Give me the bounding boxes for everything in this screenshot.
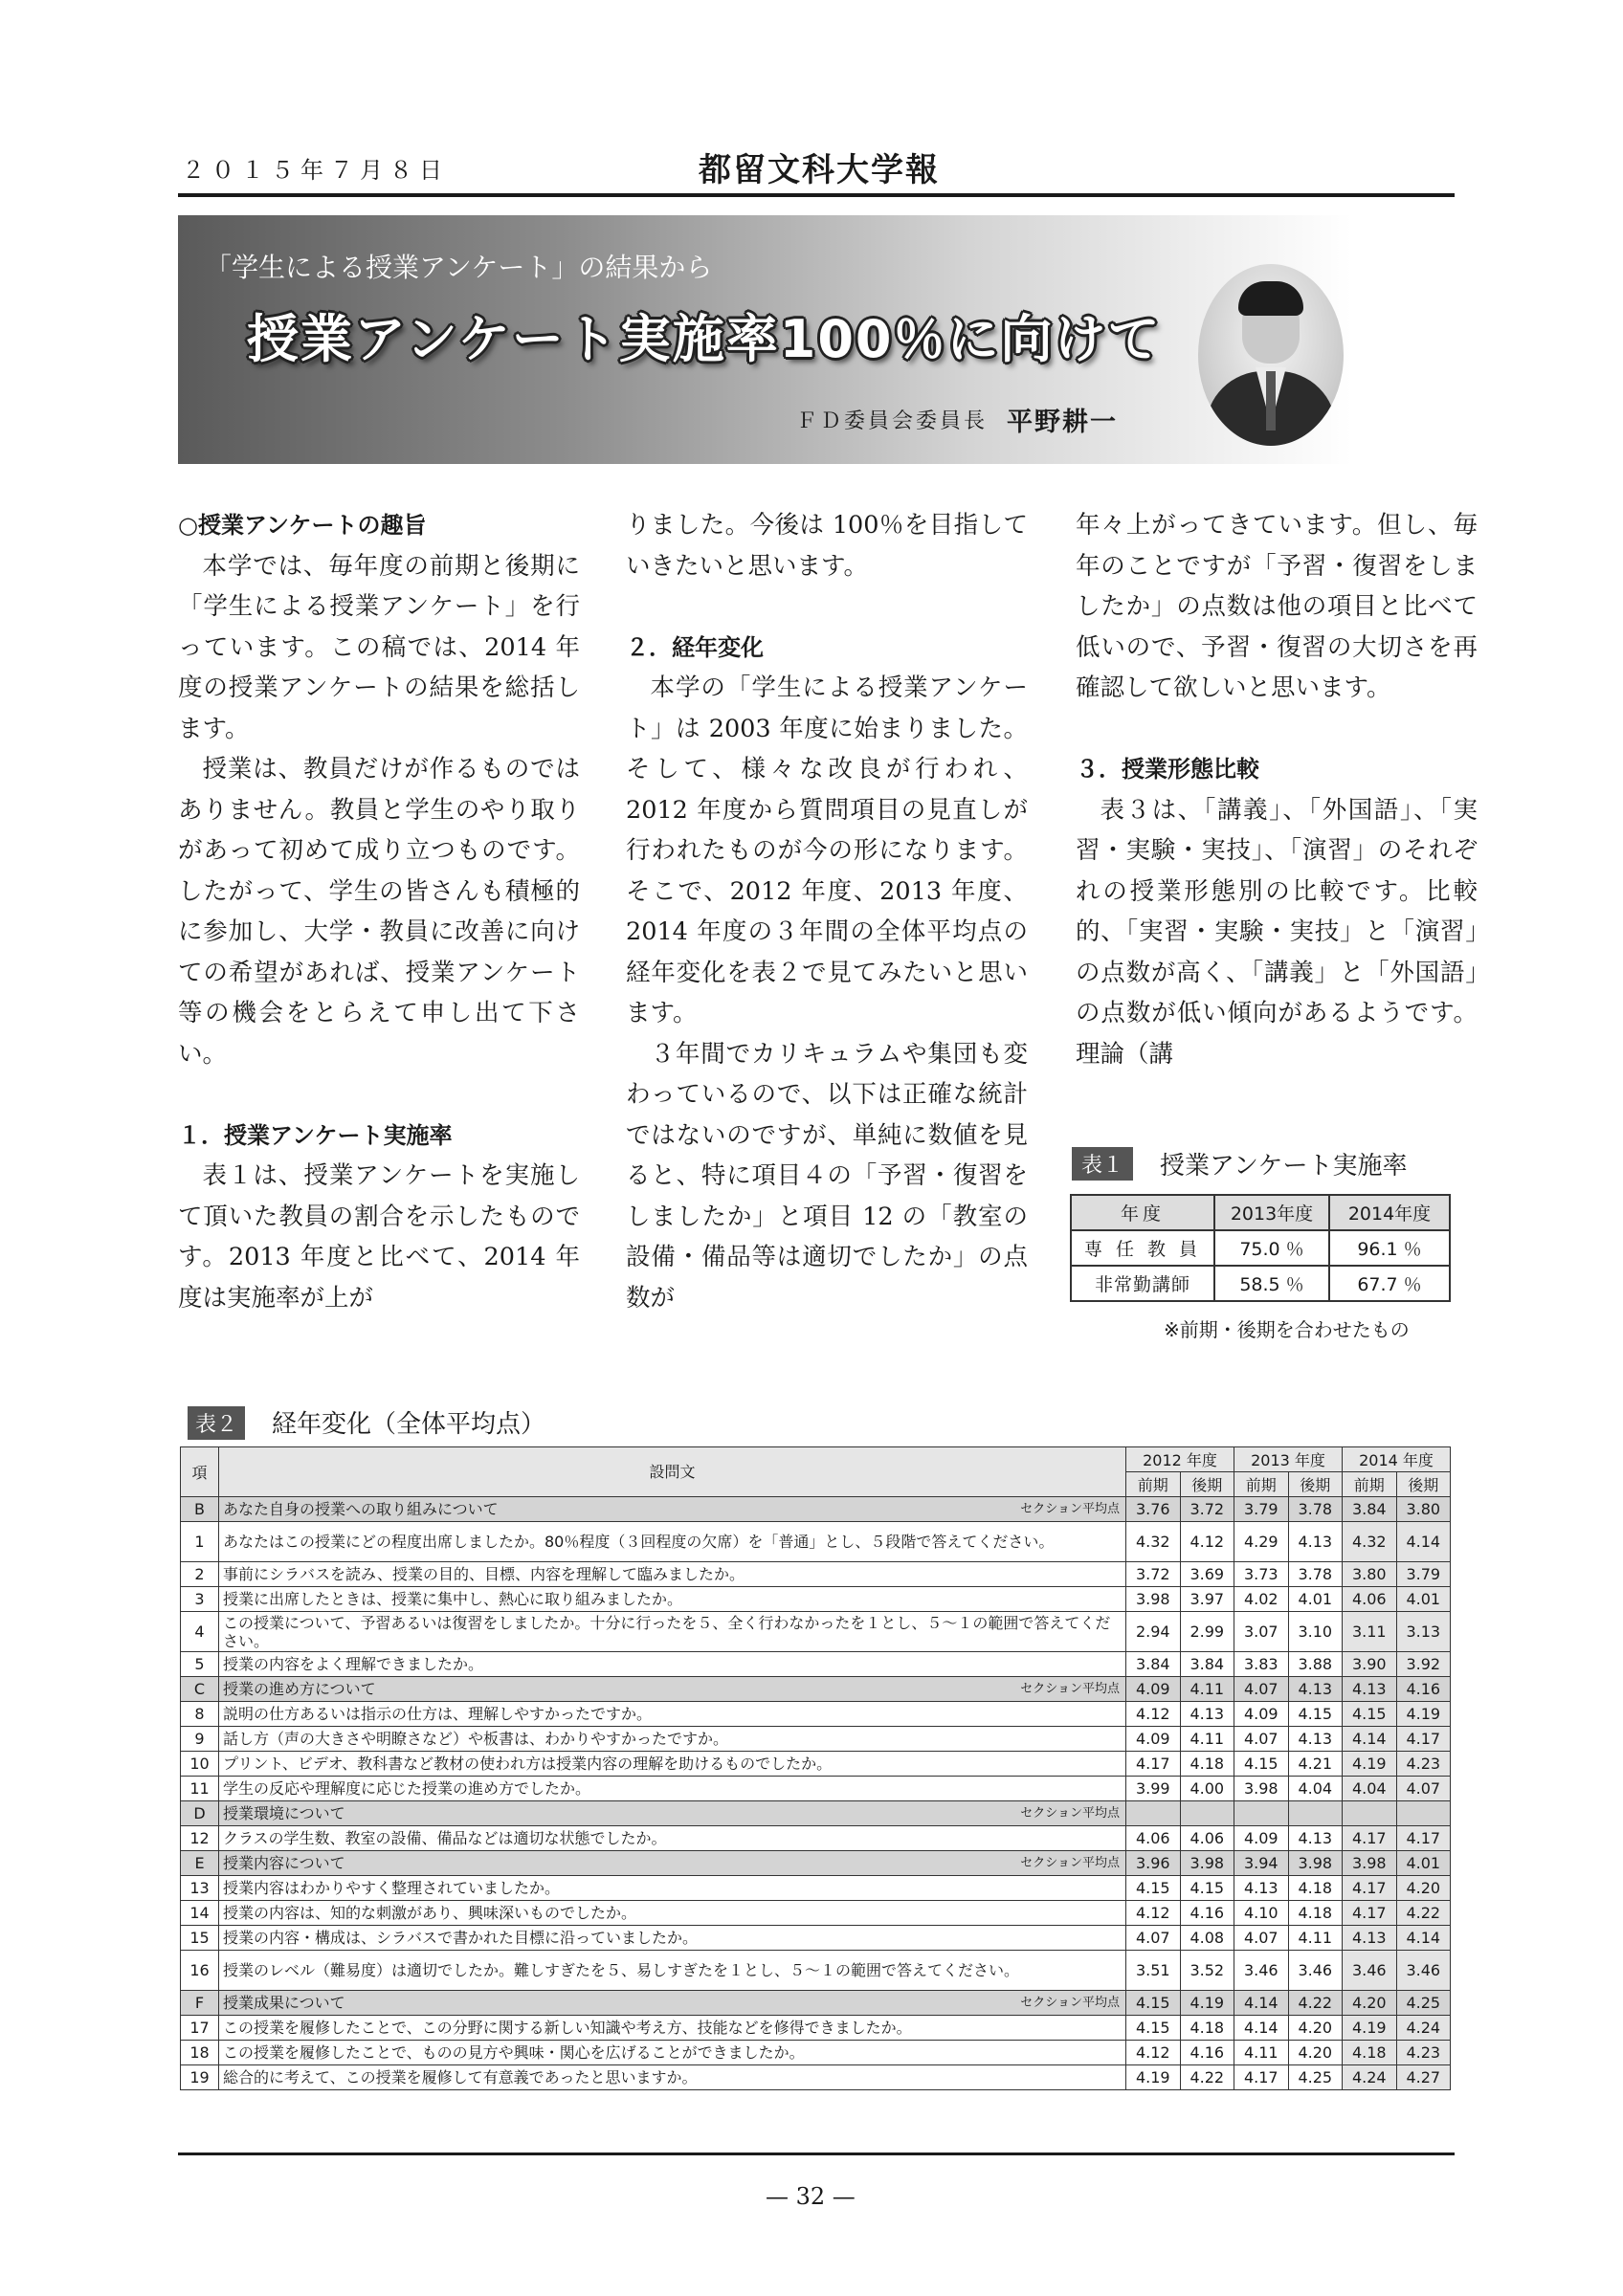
- score-cell: 4.02: [1234, 1587, 1289, 1612]
- score-cell: 2.99: [1180, 1612, 1234, 1652]
- table-cell: 67.7 ％: [1329, 1266, 1450, 1301]
- term-header: 後期: [1288, 1472, 1343, 1497]
- score-cell: 4.18: [1288, 1901, 1343, 1926]
- table-header-cell: 2013年度: [1214, 1195, 1329, 1230]
- score-cell: 3.94: [1234, 1851, 1289, 1876]
- table-row: [181, 1727, 1451, 1752]
- body-paragraph: 本学の「学生による授業アンケート」は 2003 年度に始まりました。そして、様々な改良が行われ、2012 年度から質問項目の見直しが行われたものが今の形になります。そこで、2012 年度、2013 年度、2014 年度の３年間の全体平均点の経年変化を表２で見てみたいと思います。: [626, 673, 1028, 1027]
- score-cell: 4.23: [1396, 1752, 1451, 1777]
- question-text: クラスの学生数、教室の設備、備品などは適切な状態でしたか。: [219, 1826, 1126, 1851]
- score-cell: 4.16: [1396, 1677, 1451, 1702]
- score-cell: 4.22: [1288, 1991, 1343, 2016]
- score-cell: 4.08: [1180, 1926, 1234, 1951]
- item-number: 19: [181, 2065, 219, 2090]
- score-cell: 4.09: [1234, 1702, 1289, 1727]
- score-cell: 3.84: [1343, 1497, 1397, 1522]
- score-cell: 3.73: [1234, 1562, 1289, 1587]
- table-row: [181, 1901, 1451, 1926]
- score-cell: 3.79: [1234, 1497, 1289, 1522]
- table-row: [181, 1777, 1451, 1801]
- item-number: 9: [181, 1727, 219, 1752]
- score-cell: 4.19: [1126, 2065, 1181, 2090]
- score-cell: 4.29: [1234, 1522, 1289, 1562]
- score-cell: 4.32: [1343, 1522, 1397, 1562]
- section-row: [181, 1497, 1451, 1522]
- score-cell: 4.12: [1180, 1522, 1234, 1562]
- body-paragraph: ３年間でカリキュラムや集団も変わっているので、以下は正確な統計ではないのですが、単純に数値を見ると、特に項目４の「予習・復習をしましたか」と項目 12 の「教室の設備・備品等は適切でしたか」の点数が: [626, 1039, 1028, 1313]
- body-paragraph: りました。今後は 100％を目指していきたいと思います。: [626, 511, 1028, 581]
- score-cell: 3.46: [1234, 1951, 1289, 1991]
- score-cell: 4.11: [1288, 1926, 1343, 1951]
- score-cell: 4.20: [1288, 2016, 1343, 2041]
- score-cell: 4.13: [1288, 1727, 1343, 1752]
- section-heading: ３．授業形態比較: [1076, 756, 1259, 783]
- score-cell: 4.09: [1234, 1826, 1289, 1851]
- score-cell: [1126, 1801, 1181, 1826]
- score-cell: 4.06: [1126, 1826, 1181, 1851]
- table-row: [181, 1951, 1451, 1991]
- author-role: ＦＤ委員会委員長: [796, 409, 989, 433]
- table-row: [181, 1652, 1451, 1677]
- section-average-label: セクション平均点: [1020, 1806, 1120, 1821]
- score-cell: 3.80: [1343, 1562, 1397, 1587]
- table-row: [181, 2016, 1451, 2041]
- section-average-label: セクション平均点: [1020, 1856, 1120, 1870]
- body-paragraph: 年々上がってきています。但し、毎年のことですが「予習・復習をしましたか」の点数は他の項目と比べて低いので、予習・復習の大切さを再確認して欲しいと思います。: [1076, 511, 1478, 702]
- score-cell: 4.07: [1234, 1926, 1289, 1951]
- term-header: 後期: [1396, 1472, 1451, 1497]
- score-cell: 4.17: [1343, 1901, 1397, 1926]
- score-cell: [1180, 1801, 1234, 1826]
- item-number: 1: [181, 1522, 219, 1562]
- table-row: [1071, 1266, 1450, 1301]
- page-number: — 32 —: [766, 2183, 856, 2210]
- article-subtitle: 「学生による授業アンケート」の結果から: [205, 252, 713, 283]
- question-header: 設問文: [219, 1447, 1126, 1497]
- score-cell: 4.21: [1288, 1752, 1343, 1777]
- item-number: 4: [181, 1612, 219, 1652]
- score-cell: 3.78: [1288, 1497, 1343, 1522]
- score-cell: 3.98: [1234, 1777, 1289, 1801]
- score-cell: 4.13: [1343, 1677, 1397, 1702]
- score-cell: 4.09: [1126, 1677, 1181, 1702]
- question-text: 授業に出席したときは、授業に集中し、熱心に取り組みましたか。: [219, 1587, 1126, 1612]
- score-cell: 4.20: [1343, 1991, 1397, 2016]
- score-cell: 4.14: [1234, 1991, 1289, 2016]
- question-text: この授業を履修したことで、ものの見方や興味・関心を広げることができましたか。: [219, 2041, 1126, 2065]
- score-cell: 3.13: [1396, 1612, 1451, 1652]
- item-number: 2: [181, 1562, 219, 1587]
- score-cell: 4.04: [1288, 1777, 1343, 1801]
- table-row: [1071, 1230, 1450, 1266]
- item-number: E: [181, 1851, 219, 1876]
- term-header: 前期: [1234, 1472, 1289, 1497]
- score-cell: 3.52: [1180, 1951, 1234, 1991]
- question-text: 授業の内容は、知的な刺激があり、興味深いものでしたか。: [219, 1901, 1126, 1926]
- score-cell: 4.06: [1180, 1826, 1234, 1851]
- score-cell: 4.07: [1126, 1926, 1181, 1951]
- section-title: 授業の進め方について: [223, 1680, 376, 1698]
- table1-tag: 表１: [1072, 1147, 1133, 1181]
- score-cell: 3.46: [1396, 1951, 1451, 1991]
- score-cell: 3.76: [1126, 1497, 1181, 1522]
- item-number: 3: [181, 1587, 219, 1612]
- table2-title: 経年変化（全体平均点）: [272, 1410, 546, 1439]
- score-cell: 4.11: [1180, 1727, 1234, 1752]
- term-header: 前期: [1126, 1472, 1181, 1497]
- table-header-row: [181, 1447, 1451, 1472]
- score-cell: 4.14: [1343, 1727, 1397, 1752]
- item-number: 13: [181, 1876, 219, 1901]
- score-cell: 4.11: [1234, 2041, 1289, 2065]
- section-title-cell: [219, 1991, 1126, 2016]
- score-cell: 3.98: [1126, 1587, 1181, 1612]
- table-header-row: [1071, 1195, 1450, 1230]
- paragraph-gap: [1076, 709, 1478, 750]
- question-text: 事前にシラバスを読み、授業の目的、目標、内容を理解して臨みましたか。: [219, 1562, 1126, 1587]
- score-cell: 4.16: [1180, 1901, 1234, 1926]
- score-cell: 4.01: [1396, 1587, 1451, 1612]
- item-number: F: [181, 1991, 219, 2016]
- section-average-label: セクション平均点: [1020, 1682, 1120, 1696]
- section-heading: １．授業アンケート実施率: [178, 1121, 453, 1149]
- table-row: [181, 1702, 1451, 1727]
- score-cell: 4.19: [1180, 1991, 1234, 2016]
- article-column-3: [1076, 505, 1478, 1074]
- score-cell: 4.15: [1126, 1876, 1181, 1901]
- section-average-label: セクション平均点: [1020, 1502, 1120, 1516]
- question-text: 説明の仕方あるいは指示の仕方は、理解しやすかったですか。: [219, 1702, 1126, 1727]
- score-cell: 3.72: [1180, 1497, 1234, 1522]
- score-cell: 4.09: [1126, 1727, 1181, 1752]
- year-header: 2014 年度: [1343, 1447, 1451, 1472]
- item-number: 18: [181, 2041, 219, 2065]
- score-cell: 4.12: [1126, 1702, 1181, 1727]
- table2-tag: 表２: [188, 1406, 245, 1440]
- score-cell: 4.15: [1180, 1876, 1234, 1901]
- score-cell: 3.11: [1343, 1612, 1397, 1652]
- item-number: 8: [181, 1702, 219, 1727]
- score-cell: 4.13: [1288, 1522, 1343, 1562]
- section-title-cell: [219, 1801, 1126, 1826]
- score-cell: 4.15: [1126, 1991, 1181, 2016]
- year-header: 2013 年度: [1234, 1447, 1343, 1472]
- section-title-cell: [219, 1497, 1126, 1522]
- score-cell: 4.07: [1234, 1677, 1289, 1702]
- table-cell: 専 任 教 員: [1071, 1230, 1214, 1266]
- question-text: 授業内容はわかりやすく整理されていましたか。: [219, 1876, 1126, 1901]
- table-row: [181, 1562, 1451, 1587]
- score-cell: [1288, 1801, 1343, 1826]
- score-cell: 4.15: [1126, 2016, 1181, 2041]
- item-number: 17: [181, 2016, 219, 2041]
- implementation-rate-table: [1070, 1194, 1451, 1302]
- score-cell: 3.92: [1396, 1652, 1451, 1677]
- score-cell: 4.04: [1343, 1777, 1397, 1801]
- question-text: この授業について、予習あるいは復習をしましたか。十分に行ったを５、全く行わなかったを１とし、５～１の範囲で答えてください。: [219, 1612, 1126, 1652]
- publication-title: 都留文科大学報: [699, 151, 940, 189]
- score-cell: 4.25: [1396, 1991, 1451, 2016]
- table-row: [181, 1587, 1451, 1612]
- score-cell: 4.17: [1126, 1752, 1181, 1777]
- score-cell: 4.15: [1234, 1752, 1289, 1777]
- section-average-label: セクション平均点: [1020, 1996, 1120, 2010]
- question-text: プリント、ビデオ、教科書など教材の使われ方は授業内容の理解を助けるものでしたか。: [219, 1752, 1126, 1777]
- score-cell: 4.17: [1343, 1876, 1397, 1901]
- score-cell: 3.10: [1288, 1612, 1343, 1652]
- body-paragraph: 本学では、毎年度の前期と後期に「学生による授業アンケート」を行っています。この稿では、2014 年度の授業アンケートの結果を総括します。: [178, 551, 580, 743]
- item-number: 11: [181, 1777, 219, 1801]
- score-cell: 4.11: [1180, 1677, 1234, 1702]
- score-cell: 4.12: [1126, 1901, 1181, 1926]
- item-number: 10: [181, 1752, 219, 1777]
- score-cell: 4.20: [1396, 1876, 1451, 1901]
- score-cell: 3.84: [1180, 1652, 1234, 1677]
- score-cell: 2.94: [1126, 1612, 1181, 1652]
- table-row: [181, 1926, 1451, 1951]
- score-cell: 4.06: [1343, 1587, 1397, 1612]
- score-cell: 4.00: [1180, 1777, 1234, 1801]
- body-paragraph: 表３は、「講義」、「外国語」、「実習・実験・実技」、「演習」のそれぞれの授業形態別の比較です。比較的、「実習・実験・実技」と「演習」の点数が高く、「講義」と「外国語」の点数が低い傾向があるようです。理論（講: [1076, 795, 1478, 1069]
- item-number: 15: [181, 1926, 219, 1951]
- score-cell: 4.15: [1343, 1702, 1397, 1727]
- table-cell: 58.5 ％: [1214, 1266, 1329, 1301]
- score-cell: 4.17: [1343, 1826, 1397, 1851]
- author-photo: [1198, 264, 1344, 446]
- score-cell: 3.51: [1126, 1951, 1181, 1991]
- question-text: 学生の反応や理解度に応じた授業の進め方でしたか。: [219, 1777, 1126, 1801]
- table-row: [181, 2065, 1451, 2090]
- score-cell: 4.17: [1396, 1727, 1451, 1752]
- score-cell: 3.78: [1288, 1562, 1343, 1587]
- score-cell: [1396, 1801, 1451, 1826]
- score-cell: 3.98: [1343, 1851, 1397, 1876]
- score-cell: 4.19: [1343, 1752, 1397, 1777]
- table-row: [181, 2041, 1451, 2065]
- score-cell: 4.12: [1126, 2041, 1181, 2065]
- section-heading: ２．経年変化: [626, 633, 764, 661]
- score-cell: 4.24: [1396, 2016, 1451, 2041]
- section-heading: ○授業アンケートの趣旨: [178, 512, 427, 539]
- term-header: 前期: [1343, 1472, 1397, 1497]
- term-header: 後期: [1180, 1472, 1234, 1497]
- score-cell: 4.14: [1396, 1522, 1451, 1562]
- question-text: 授業の内容・構成は、シラバスで書かれた目標に沿っていましたか。: [219, 1926, 1126, 1951]
- score-cell: 3.46: [1343, 1951, 1397, 1991]
- score-cell: 4.18: [1180, 2016, 1234, 2041]
- score-cell: 4.22: [1396, 1901, 1451, 1926]
- item-number: D: [181, 1801, 219, 1826]
- header-rule: [178, 193, 1455, 197]
- question-text: 話し方（声の大きさや明瞭さなど）や板書は、わかりやすかったですか。: [219, 1727, 1126, 1752]
- item-number: 12: [181, 1826, 219, 1851]
- score-cell: 3.07: [1234, 1612, 1289, 1652]
- score-cell: 3.98: [1288, 1851, 1343, 1876]
- score-cell: 4.01: [1396, 1851, 1451, 1876]
- section-row: [181, 1801, 1451, 1826]
- score-cell: 4.24: [1343, 2065, 1397, 2090]
- score-cell: 4.22: [1180, 2065, 1234, 2090]
- score-cell: [1343, 1801, 1397, 1826]
- question-text: 総合的に考えて、この授業を履修して有意義であったと思いますか。: [219, 2065, 1126, 2090]
- score-cell: 3.99: [1126, 1777, 1181, 1801]
- article-column-2: [626, 505, 1028, 1318]
- year-header: 2012 年度: [1126, 1447, 1234, 1472]
- question-text: この授業を履修したことで、この分野に関する新しい知識や考え方、技能などを修得できましたか。: [219, 2016, 1126, 2041]
- table-row: [181, 1826, 1451, 1851]
- table-cell: 75.0 ％: [1214, 1230, 1329, 1266]
- score-cell: 4.13: [1288, 1677, 1343, 1702]
- section-title: 授業成果について: [223, 1994, 345, 2012]
- score-cell: 4.17: [1234, 2065, 1289, 2090]
- question-text: 授業の内容をよく理解できましたか。: [219, 1652, 1126, 1677]
- score-cell: 4.10: [1234, 1901, 1289, 1926]
- score-cell: 3.69: [1180, 1562, 1234, 1587]
- score-cell: 4.18: [1180, 1752, 1234, 1777]
- question-text: あなたはこの授業にどの程度出席しましたか。80％程度（３回程度の欠席）を「普通」とし、５段階で答えてください。: [219, 1522, 1126, 1562]
- score-cell: 4.01: [1288, 1587, 1343, 1612]
- score-cell: 3.90: [1343, 1652, 1397, 1677]
- table-header-cell: 2014年度: [1329, 1195, 1450, 1230]
- item-header: 項: [181, 1447, 219, 1497]
- footer-rule: [178, 2152, 1455, 2155]
- yearly-change-table: [180, 1446, 1451, 2090]
- score-cell: 4.13: [1180, 1702, 1234, 1727]
- item-number: 5: [181, 1652, 219, 1677]
- score-cell: 4.14: [1396, 1926, 1451, 1951]
- item-number: B: [181, 1497, 219, 1522]
- score-cell: 4.19: [1396, 1702, 1451, 1727]
- score-cell: 4.27: [1396, 2065, 1451, 2090]
- section-row: [181, 1851, 1451, 1876]
- score-cell: 4.13: [1343, 1926, 1397, 1951]
- score-cell: 4.13: [1288, 1826, 1343, 1851]
- item-number: 14: [181, 1901, 219, 1926]
- score-cell: 3.72: [1126, 1562, 1181, 1587]
- score-cell: [1234, 1801, 1289, 1826]
- table1-note: ※前期・後期を合わせたもの: [1164, 1318, 1410, 1341]
- table-cell: 非常勤講師: [1071, 1266, 1214, 1301]
- score-cell: 4.25: [1288, 2065, 1343, 2090]
- score-cell: 4.13: [1234, 1876, 1289, 1901]
- table-body: [181, 1497, 1451, 2090]
- score-cell: 3.88: [1288, 1652, 1343, 1677]
- body-paragraph: 授業は、教員だけが作るものではありません。教員と学生のやり取りがあって初めて成り立つものです。したがって、学生の皆さんも積極的に参加し、大学・教員に改善に向けての希望があれば、授業アンケート等の機会をとらえて申し出て下さい。: [178, 755, 580, 1069]
- table1-title: 授業アンケート実施率: [1160, 1152, 1408, 1181]
- question-text: 授業のレベル（難易度）は適切でしたか。難しすぎたを５、易しすぎたを１とし、５～１の範囲で答えてください。: [219, 1951, 1126, 1991]
- table-row: [181, 1522, 1451, 1562]
- score-cell: 4.19: [1343, 2016, 1397, 2041]
- section-title: 授業環境について: [223, 1804, 345, 1822]
- paragraph-gap: [626, 586, 1028, 628]
- section-row: [181, 1991, 1451, 2016]
- table-row: [181, 1876, 1451, 1901]
- table-header-cell: 年度: [1071, 1195, 1214, 1230]
- score-cell: 4.14: [1234, 2016, 1289, 2041]
- score-cell: 4.32: [1126, 1522, 1181, 1562]
- score-cell: 4.07: [1234, 1727, 1289, 1752]
- item-number: 16: [181, 1951, 219, 1991]
- score-cell: 3.46: [1288, 1951, 1343, 1991]
- score-cell: 4.17: [1396, 1826, 1451, 1851]
- table-cell: 96.1 ％: [1329, 1230, 1450, 1266]
- paragraph-gap: [178, 1074, 580, 1115]
- score-cell: 3.96: [1126, 1851, 1181, 1876]
- item-number: C: [181, 1677, 219, 1702]
- article-title: 授業アンケート実施率100％に向けて: [247, 309, 1162, 369]
- issue-date: ２０１５年７月８日: [182, 157, 449, 184]
- section-title-cell: [219, 1851, 1126, 1876]
- section-title: あなた自身の授業への取り組みについて: [223, 1500, 499, 1518]
- score-cell: 3.79: [1396, 1562, 1451, 1587]
- body-paragraph: 表１は、授業アンケートを実施して頂いた教員の割合を示したものです。2013 年度と比べて、2014 年度は実施率が上が: [178, 1161, 580, 1313]
- table-row: [181, 1612, 1451, 1652]
- score-cell: 3.84: [1126, 1652, 1181, 1677]
- score-cell: 4.20: [1288, 2041, 1343, 2065]
- score-cell: 3.98: [1180, 1851, 1234, 1876]
- table-row: [181, 1752, 1451, 1777]
- score-cell: 3.97: [1180, 1587, 1234, 1612]
- section-title-cell: [219, 1677, 1126, 1702]
- section-title: 授業内容について: [223, 1854, 345, 1872]
- score-cell: 4.18: [1343, 2041, 1397, 2065]
- score-cell: 3.80: [1396, 1497, 1451, 1522]
- score-cell: 4.23: [1396, 2041, 1451, 2065]
- score-cell: 4.16: [1180, 2041, 1234, 2065]
- score-cell: 4.07: [1396, 1777, 1451, 1801]
- article-column-1: [178, 505, 580, 1318]
- score-cell: 3.83: [1234, 1652, 1289, 1677]
- section-row: [181, 1677, 1451, 1702]
- score-cell: 4.15: [1288, 1702, 1343, 1727]
- score-cell: 4.18: [1288, 1876, 1343, 1901]
- author-name: 平野耕一: [1007, 408, 1118, 437]
